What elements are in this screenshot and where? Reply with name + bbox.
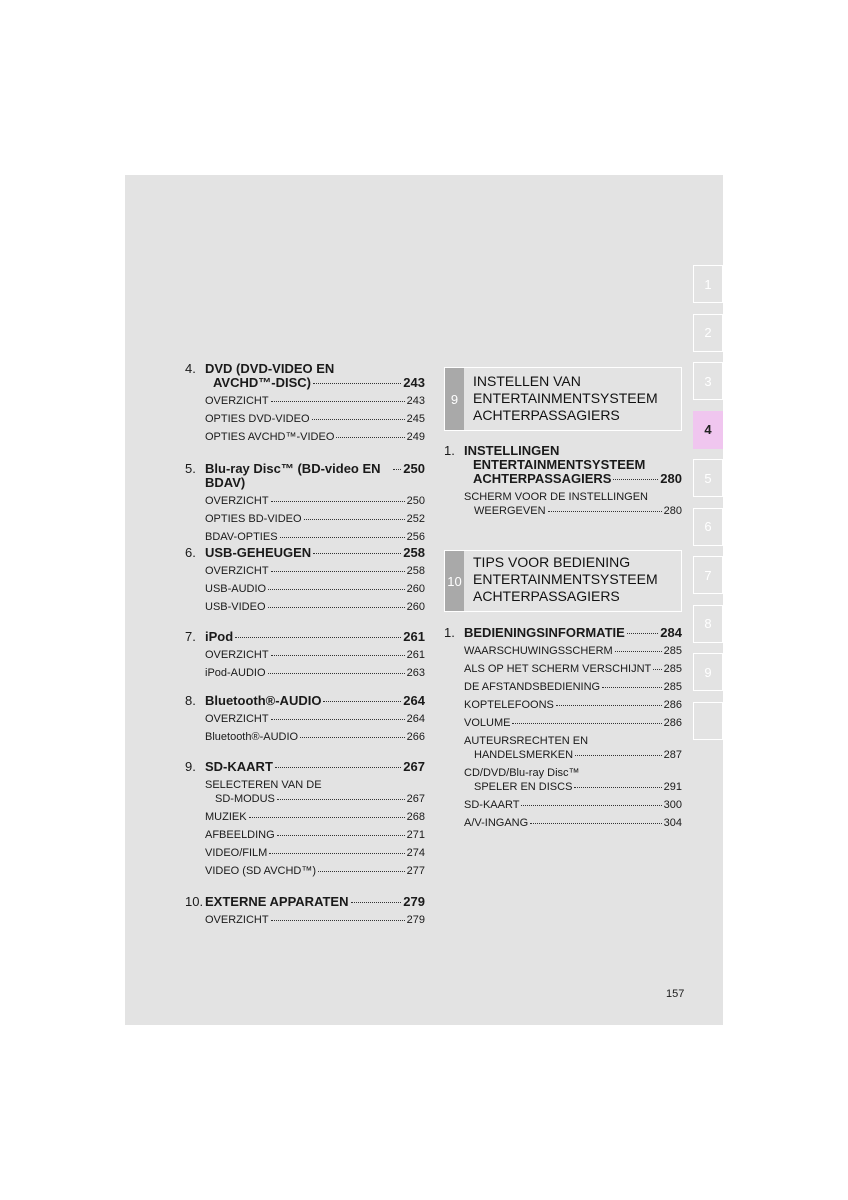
entry-page: 250 [403,461,425,476]
subentry-title: OPTIES BD-VIDEO [205,513,302,525]
subentry [444,716,682,730]
toc-entry-title [185,760,425,774]
subentry-title: OVERZICHT [205,914,269,926]
toc-entry-title [185,895,425,909]
dot-leader [336,437,404,438]
subentry-title: OVERZICHT [205,713,269,725]
dot-leader [574,787,661,788]
subentry-title: ALS OP HET SCHERM VERSCHIJNT [464,663,652,675]
dot-leader [602,687,662,688]
subentry [185,864,425,878]
entry-page: 258 [403,545,425,560]
subentry-page: 260 [406,583,425,595]
toc-entry-title [185,362,425,376]
toc-section [185,895,425,927]
entry-page: 280 [660,471,682,486]
entry-number: 1. [444,443,455,458]
subentry-title: SELECTEREN VAN DE [205,779,322,791]
dot-leader [530,823,661,824]
toc-section [444,444,682,518]
subentry [444,644,682,658]
toc-entry-title [185,630,425,644]
subentry-page: 268 [406,811,425,823]
subentry-title: SD-KAART [464,799,520,811]
subentry-page: 267 [406,793,425,805]
toc-section [185,694,425,744]
entry-page: 243 [403,375,425,390]
subentry [185,846,425,860]
chapter-tab-1[interactable]: 1 [693,265,723,303]
entry-number: 7. [185,629,196,644]
subentry [444,766,682,780]
entry-title: INSTELLINGEN [464,443,560,458]
dot-leader [268,673,405,674]
subentry [185,430,425,444]
dot-leader [615,651,662,652]
toc-section [185,630,425,680]
chapter-tab-4[interactable]: 4 [693,411,723,449]
chapter-number: 10 [445,551,464,611]
toc-section [185,462,425,544]
subentry-title: Bluetooth®-AUDIO [205,731,299,743]
entry-title: AVCHD™-DISC) [213,375,311,390]
subentry-page: 279 [406,914,425,926]
subentry [444,816,682,830]
dot-leader [312,419,405,420]
subentry-page: 260 [406,601,425,613]
subentry-page: 256 [406,531,425,543]
toc-section [444,626,682,830]
subentry [444,662,682,676]
chapter-9-header [444,367,682,431]
dot-leader [275,767,401,768]
subentry [185,582,425,596]
dot-leader [323,701,401,702]
dot-leader [512,723,661,724]
dot-leader [269,853,404,854]
subentry-title: OVERZICHT [205,565,269,577]
subentry-page: 287 [663,749,682,761]
subentry-title: AUTEURSRECHTEN EN [464,735,589,747]
dot-leader [521,805,661,806]
subentry-page: 261 [406,649,425,661]
dot-leader [235,637,401,638]
subentry-page: 286 [663,717,682,729]
subentry-page: 252 [406,513,425,525]
entry-title: BEDIENINGSINFORMATIE [464,625,625,640]
subentry-title: SCHERM VOOR DE INSTELLINGEN [464,491,648,503]
dot-leader [613,479,658,480]
dot-leader [318,871,405,872]
subentry-title: OPTIES AVCHD™-VIDEO [205,431,335,443]
dot-leader [556,705,662,706]
subentry [185,828,425,842]
subentry-page: 304 [663,817,682,829]
subentry [185,530,425,544]
toc-entry-title [444,472,682,486]
subentry [185,412,425,426]
dot-leader [271,920,405,921]
subentry [444,798,682,812]
subentry [185,730,425,744]
dot-leader [271,501,405,502]
subentry [185,648,425,662]
subentry-page: 300 [663,799,682,811]
subentry-page: 245 [406,413,425,425]
subentry-title: CD/DVD/Blu-ray Disc™ [464,767,580,779]
entry-title: USB-GEHEUGEN [205,545,312,560]
subentry-title-cont: HANDELSMERKEN [474,749,574,761]
subentry-page: 250 [406,495,425,507]
subentry [185,778,425,792]
subentry [185,494,425,508]
dot-leader [653,669,661,670]
subentry-title: VIDEO (SD AVCHD™) [205,865,317,877]
subentry-page: 285 [663,645,682,657]
subentry-title: BDAV-OPTIES [205,531,278,543]
toc-entry-title [185,376,425,390]
subentry-page: 258 [406,565,425,577]
subentry-page: 274 [406,847,425,859]
entry-page: 261 [403,629,425,644]
entry-number: 5. [185,461,196,476]
entry-title: DVD (DVD-VIDEO EN [205,361,335,376]
dot-leader [351,902,402,903]
entry-number: 8. [185,693,196,708]
toc-entry-title [444,458,682,472]
dot-leader [304,519,405,520]
chapter-tab-6[interactable]: 6 [693,508,723,546]
chapter-title: TIPS VOOR BEDIENING ENTERTAINMENTSYSTEEM ACHTERPASSAGIERS [473,554,658,604]
dot-leader [627,633,658,634]
chapter-tab-3[interactable]: 3 [693,362,723,400]
dot-leader [268,589,405,590]
subentry-page: 266 [406,731,425,743]
subentry [444,680,682,694]
subentry-title: VIDEO/FILM [205,847,268,859]
entry-title: ACHTERPASSAGIERS [473,471,612,486]
dot-leader [313,383,401,384]
entry-number: 4. [185,361,196,376]
dot-leader [268,607,405,608]
entry-number: 1. [444,625,455,640]
subentry-page: 285 [663,681,682,693]
dot-leader [271,719,405,720]
subentry-title: USB-AUDIO [205,583,267,595]
subentry [185,792,425,806]
subentry [185,712,425,726]
dot-leader [271,401,405,402]
subentry-title: WAARSCHUWINGSSCHERM [464,645,613,657]
toc-entry-title [444,444,682,458]
chapter-tab-8[interactable]: 8 [693,605,723,643]
subentry [444,780,682,794]
dot-leader [575,755,662,756]
subentry-title: OVERZICHT [205,495,269,507]
chapter-tab-9[interactable]: 9 [693,653,723,691]
entry-title: Bluetooth®-AUDIO [205,693,322,708]
chapter-10-header [444,550,682,612]
subentry [185,600,425,614]
entry-title: SD-KAART [205,759,273,774]
chapter-tab-2[interactable]: 2 [693,314,723,352]
subentry [185,512,425,526]
subentry-title: USB-VIDEO [205,601,266,613]
subentry-title-cont: WEERGEVEN [474,505,546,517]
entry-page: 264 [403,693,425,708]
subentry [444,504,682,518]
subentry-page: 249 [406,431,425,443]
dot-leader [313,553,401,554]
subentry [185,913,425,927]
subentry-title: MUZIEK [205,811,247,823]
subentry [444,748,682,762]
entry-page: 284 [660,625,682,640]
dot-leader [271,571,405,572]
toc-section [185,546,425,614]
chapter-title: INSTELLEN VAN ENTERTAINMENTSYSTEEM ACHTERPASSAGIERS [473,373,658,423]
chapter-tab-7[interactable]: 7 [693,556,723,594]
dot-leader [300,737,405,738]
toc-entry-title [185,546,425,560]
subentry [185,810,425,824]
entry-page: 279 [403,894,425,909]
subentry-page: 243 [406,395,425,407]
toc-entry-title [185,462,425,490]
subentry-page: 285 [663,663,682,675]
subentry-page: 277 [406,865,425,877]
dot-leader [271,655,405,656]
dot-leader [249,817,405,818]
dot-leader [548,511,662,512]
page-number: 157 [666,988,685,1000]
subentry-title: OVERZICHT [205,395,269,407]
entry-page: 267 [403,759,425,774]
chapter-number: 9 [445,368,464,430]
entry-number: 10. [185,894,204,909]
entry-number: 9. [185,759,196,774]
subentry [185,564,425,578]
subentry [444,490,682,504]
toc-section [185,362,425,444]
entry-title: EXTERNE APPARATEN [205,894,349,909]
entry-title: Blu-ray Disc™ (BD-video EN BDAV) [205,461,381,490]
chapter-tab-5[interactable]: 5 [693,459,723,497]
subentry [444,698,682,712]
subentry [185,394,425,408]
chapter-tab-blank[interactable] [693,702,723,740]
subentry-page: 280 [663,505,682,517]
dot-leader [277,799,405,800]
subentry-page: 271 [406,829,425,841]
subentry-title: OPTIES DVD-VIDEO [205,413,310,425]
subentry-title-cont: SD-MODUS [215,793,275,805]
subentry-page: 291 [663,781,682,793]
dot-leader [393,469,401,470]
subentry-title: iPod-AUDIO [205,667,266,679]
toc-entry-title [185,694,425,708]
subentry-page: 286 [663,699,682,711]
subentry-title: KOPTELEFOONS [464,699,554,711]
entry-number: 6. [185,545,196,560]
entry-title: ENTERTAINMENTSYSTEEM [473,457,646,472]
subentry-page: 264 [406,713,425,725]
subentry [185,666,425,680]
subentry-page: 263 [406,667,425,679]
dot-leader [280,537,405,538]
toc-entry-title [444,626,682,640]
entry-title: iPod [205,629,234,644]
toc-section [185,760,425,878]
subentry-title: A/V-INGANG [464,817,529,829]
subentry-title: OVERZICHT [205,649,269,661]
subentry [444,734,682,748]
dot-leader [277,835,405,836]
subentry-title: DE AFSTANDSBEDIENING [464,681,601,693]
subentry-title: VOLUME [464,717,511,729]
subentry-title: AFBEELDING [205,829,275,841]
subentry-title-cont: SPELER EN DISCS [474,781,573,793]
